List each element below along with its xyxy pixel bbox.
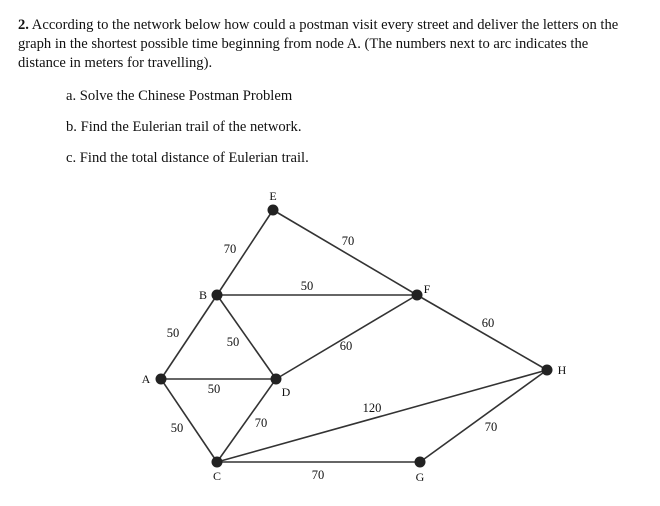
edge-weight-f-h: 60 — [481, 316, 495, 330]
question-number: 2. — [18, 17, 29, 33]
question-body: According to the network below how could a postman visit every street and deliver the letters on the graph in the shortest possible time beginning from node A. (The numbers next to arc indicates the distance in meters for travelling). — [18, 17, 619, 71]
edge-weight-b-a: 50 — [166, 326, 180, 340]
node-label-a: A — [141, 372, 151, 386]
part-a: a. Solve the Chinese Postman Problem — [66, 88, 293, 104]
edge-weight-c-g: 70 — [311, 468, 325, 482]
edge-weights — [167, 234, 498, 482]
node-e — [268, 205, 279, 216]
edge-weight-b-d: 50 — [226, 335, 240, 349]
edge-weight-b-f: 50 — [300, 279, 314, 293]
edge-e-f — [273, 210, 417, 295]
node-f — [412, 290, 423, 301]
edge-d-f — [276, 295, 417, 379]
edge-weight-g-h: 70 — [484, 420, 498, 434]
edge-weight-e-b: 70 — [223, 242, 237, 256]
node-label-f: F — [423, 282, 431, 296]
part-b: b. Find the Eulerian trail of the network. — [66, 119, 302, 135]
node-label-c: C — [212, 469, 222, 483]
edge-g-h — [420, 370, 547, 462]
edge-weight-d-c: 70 — [254, 416, 268, 430]
edge-weight-d-f: 60 — [339, 339, 353, 353]
node-label-e: E — [269, 189, 277, 203]
node-h — [542, 365, 553, 376]
node-label-h: H — [557, 363, 567, 377]
node-d — [271, 374, 282, 385]
node-label-d: D — [281, 385, 291, 399]
edge-weight-a-c: 50 — [170, 421, 184, 435]
node-label-b: B — [198, 288, 208, 302]
node-b — [212, 290, 223, 301]
node-a — [156, 374, 167, 385]
node-g — [415, 457, 426, 468]
edge-weight-c-h: 120 — [362, 401, 382, 415]
edge-f-h — [417, 295, 547, 370]
node-c — [212, 457, 223, 468]
edge-weight-e-f: 70 — [341, 234, 355, 248]
node-label-g: G — [415, 470, 425, 484]
edge-weight-a-d: 50 — [207, 382, 221, 396]
part-c: c. Find the total distance of Eulerian trail. — [66, 150, 309, 166]
